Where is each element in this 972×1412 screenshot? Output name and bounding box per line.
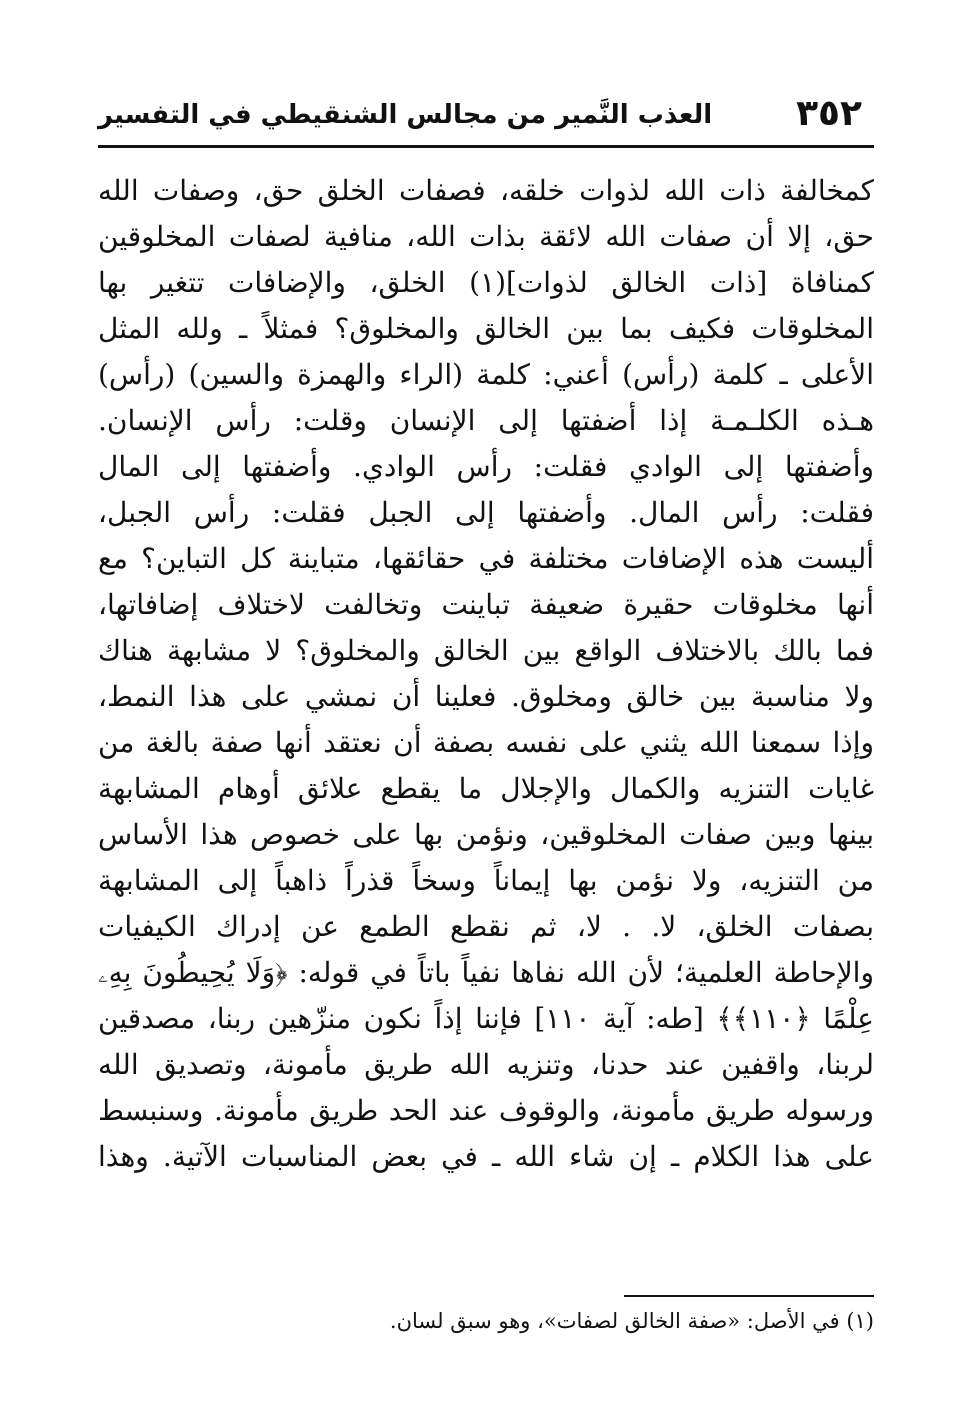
header-divider [98, 145, 874, 148]
page-header [98, 92, 862, 142]
text-line: على هذا الكلام ـ إن شاء الله ـ في بعض المناسبات الآتية. وهذا [98, 1140, 874, 1173]
text-line: بصفات الخلق، لا. . لا، ثم نقطع الطمع عن إدراك الكيفيات [98, 910, 874, 943]
text-line: كمخالفة ذات الله لذوات خلقه، فصفات الخلق حق، وصفات الله [98, 174, 874, 207]
running-title: العذب النَّمير من مجالس الشنقيطي في التفسير [98, 100, 713, 130]
text-line: بينها وبين صفات المخلوقين، ونؤمن بها على خصوص هذا الأساس [98, 818, 874, 851]
text-line: غايات التنزيه والكمال والإجلال ما يقطع علائق أوهام المشابهة [98, 772, 874, 805]
text-line: فما بالك بالاختلاف الواقع بين الخالق والمخلوق؟ لا مشابهة هناك [98, 634, 874, 667]
text-line: كمنافاة [ذات الخالق لذوات](١) الخلق، والإضافات تتغير بها [98, 266, 874, 299]
footnote: (١) في الأصل: «صفة الخالق لصفات»، وهو سبق لسان. [389, 1309, 874, 1333]
text-line: ورسوله طريق مأمونة، والوقوف عند الحد طريق مأمونة. وسنبسط [98, 1094, 874, 1127]
text-line: أنها مخلوقات حقيرة ضعيفة تباينت وتخالفت لاختلاف إضافاتها، [98, 588, 874, 621]
footnote-divider [624, 1295, 874, 1297]
text-line: لربنا، واقفين عند حدنا، وتنزيه الله طريق مأمونة، وتصديق الله [98, 1048, 874, 1081]
text-line: المخلوقات فكيف بما بين الخالق والمخلوق؟ فمثلاً ـ ولله المثل [98, 312, 874, 345]
text-line: والإحاطة العلمية؛ لأن الله نفاها نفياً باتاً في قوله: ﴿وَلَا يُحِيطُونَ بِهِۦ [98, 956, 874, 989]
text-line: ولا مناسبة بين خالق ومخلوق. فعلينا أن نمشي على هذا النمط، [98, 680, 874, 713]
text-line: حق، إلا أن صفات الله لائقة بذات الله، منافية لصفات المخلوقين [98, 220, 874, 253]
text-line: فقلت: رأس المال. وأضفتها إلى الجبل فقلت: رأس الجبل، [98, 496, 874, 529]
text-line: الأعلى ـ كلمة (رأس) أعني: كلمة (الراء والهمزة والسين) (رأس) [98, 358, 874, 391]
page-number: ٣٥٢ [796, 93, 862, 134]
text-line: وأضفتها إلى الوادي فقلت: رأس الوادي. وأضفتها إلى المال [98, 450, 874, 483]
body-text [98, 168, 874, 1180]
text-line: هـذه الكلـمـة إذا أضفتها إلى الإنسان وقلت: رأس الإنسان. [98, 404, 874, 437]
text-line: من التنزيه، ولا نؤمن بها إيماناً وسخاً قذراً ذاهباً إلى المشابهة [98, 864, 874, 897]
text-line: أليست هذه الإضافات مختلفة في حقائقها، متباينة كل التباين؟ مع [98, 542, 874, 575]
text-line: عِلْمًا ﴿١١٠﴾﴾ [طه: آية ١١٠] فإننا إذاً نكون منزّهين ربنا، مصدقين [98, 1002, 874, 1035]
text-line: وإذا سمعنا الله يثني على نفسه بصفة أن نعتقد أنها صفة بالغة من [98, 726, 874, 759]
